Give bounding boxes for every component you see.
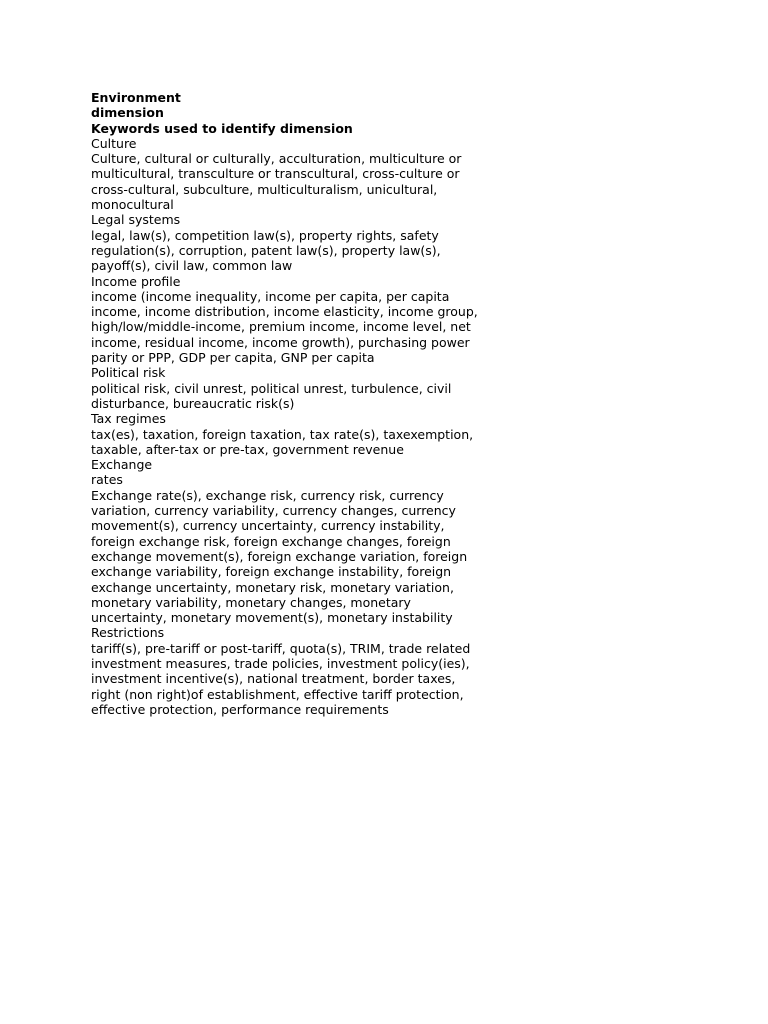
keyword-line: high/low/middle-income, premium income, income level, net <box>91 319 471 335</box>
keyword-line: exchange variability, foreign exchange instability, foreign <box>91 564 452 580</box>
header-keywords: Keywords used to identify dimension <box>91 120 353 136</box>
keyword-line: exchange uncertainty, monetary risk, monetary variation, <box>91 579 454 595</box>
keyword-line: regulation(s), corruption, patent law(s), property law(s), <box>91 242 441 258</box>
dimension-section <box>91 365 511 411</box>
document-content <box>91 90 511 717</box>
keyword-line: monetary variability, monetary changes, monetary <box>91 594 411 610</box>
header-dimension: dimension <box>91 105 164 121</box>
keyword-line: exchange movement(s), foreign exchange variation, foreign <box>91 548 468 564</box>
keyword-line: monocultural <box>91 197 174 213</box>
keyword-line: legal, law(s), competition law(s), property rights, safety <box>91 227 439 243</box>
dimension-section <box>91 411 511 457</box>
dimension-title: Culture <box>91 135 137 151</box>
keyword-line: cross-cultural, subculture, multiculturalism, unicultural, <box>91 181 438 197</box>
dimension-title: Restrictions <box>91 625 165 641</box>
dimension-title: Income profile <box>91 273 181 289</box>
dimension-section <box>91 625 511 717</box>
keyword-line: taxable, after-tax or pre-tax, government revenue <box>91 441 404 457</box>
keyword-line: tax(es), taxation, foreign taxation, tax rate(s), taxexemption, <box>91 426 474 442</box>
dimension-section <box>91 274 511 366</box>
keyword-line: income, residual income, income growth), purchasing power <box>91 334 470 350</box>
keyword-line: multicultural, transculture or transcultural, cross-culture or <box>91 166 460 182</box>
keyword-line: payoff(s), civil law, common law <box>91 258 293 274</box>
keyword-line: political risk, civil unrest, political unrest, turbulence, civil <box>91 380 452 396</box>
keyword-line: income, income distribution, income elasticity, income group, <box>91 304 478 320</box>
keyword-line: investment measures, trade policies, investment policy(ies), <box>91 655 470 671</box>
dimension-section <box>91 212 511 273</box>
keyword-line: Exchange rate(s), exchange risk, currency risk, currency <box>91 487 444 503</box>
dimension-title: rates <box>91 472 123 488</box>
dimension-title: Exchange <box>91 457 153 473</box>
keyword-line: foreign exchange risk, foreign exchange changes, foreign <box>91 533 451 549</box>
header-environment: Environment <box>91 90 181 105</box>
keyword-line: income (income inequality, income per capita, per capita <box>91 288 450 304</box>
dimension-title: Political risk <box>91 365 166 381</box>
keyword-line: tariff(s), pre-tariff or post-tariff, quota(s), TRIM, trade related <box>91 640 471 656</box>
keyword-line: right (non right)of establishment, effective tariff protection, <box>91 686 464 702</box>
keyword-line: investment incentive(s), national treatment, border taxes, <box>91 671 456 687</box>
keyword-line: effective protection, performance requirements <box>91 701 389 717</box>
dimension-sections <box>91 136 511 717</box>
keyword-line: variation, currency variability, currency changes, currency <box>91 503 456 519</box>
dimension-section <box>91 136 511 212</box>
keyword-line: uncertainty, monetary movement(s), monetary instability <box>91 610 453 626</box>
dimension-section <box>91 457 511 625</box>
dimension-title: Tax regimes <box>91 411 166 427</box>
keyword-line: movement(s), currency uncertainty, currency instability, <box>91 518 445 534</box>
dimension-title: Legal systems <box>91 212 181 228</box>
keyword-line: Culture, cultural or culturally, acculturation, multiculture or <box>91 151 462 167</box>
keyword-line: parity or PPP, GDP per capita, GNP per capita <box>91 350 375 366</box>
keyword-line: disturbance, bureaucratic risk(s) <box>91 395 295 411</box>
